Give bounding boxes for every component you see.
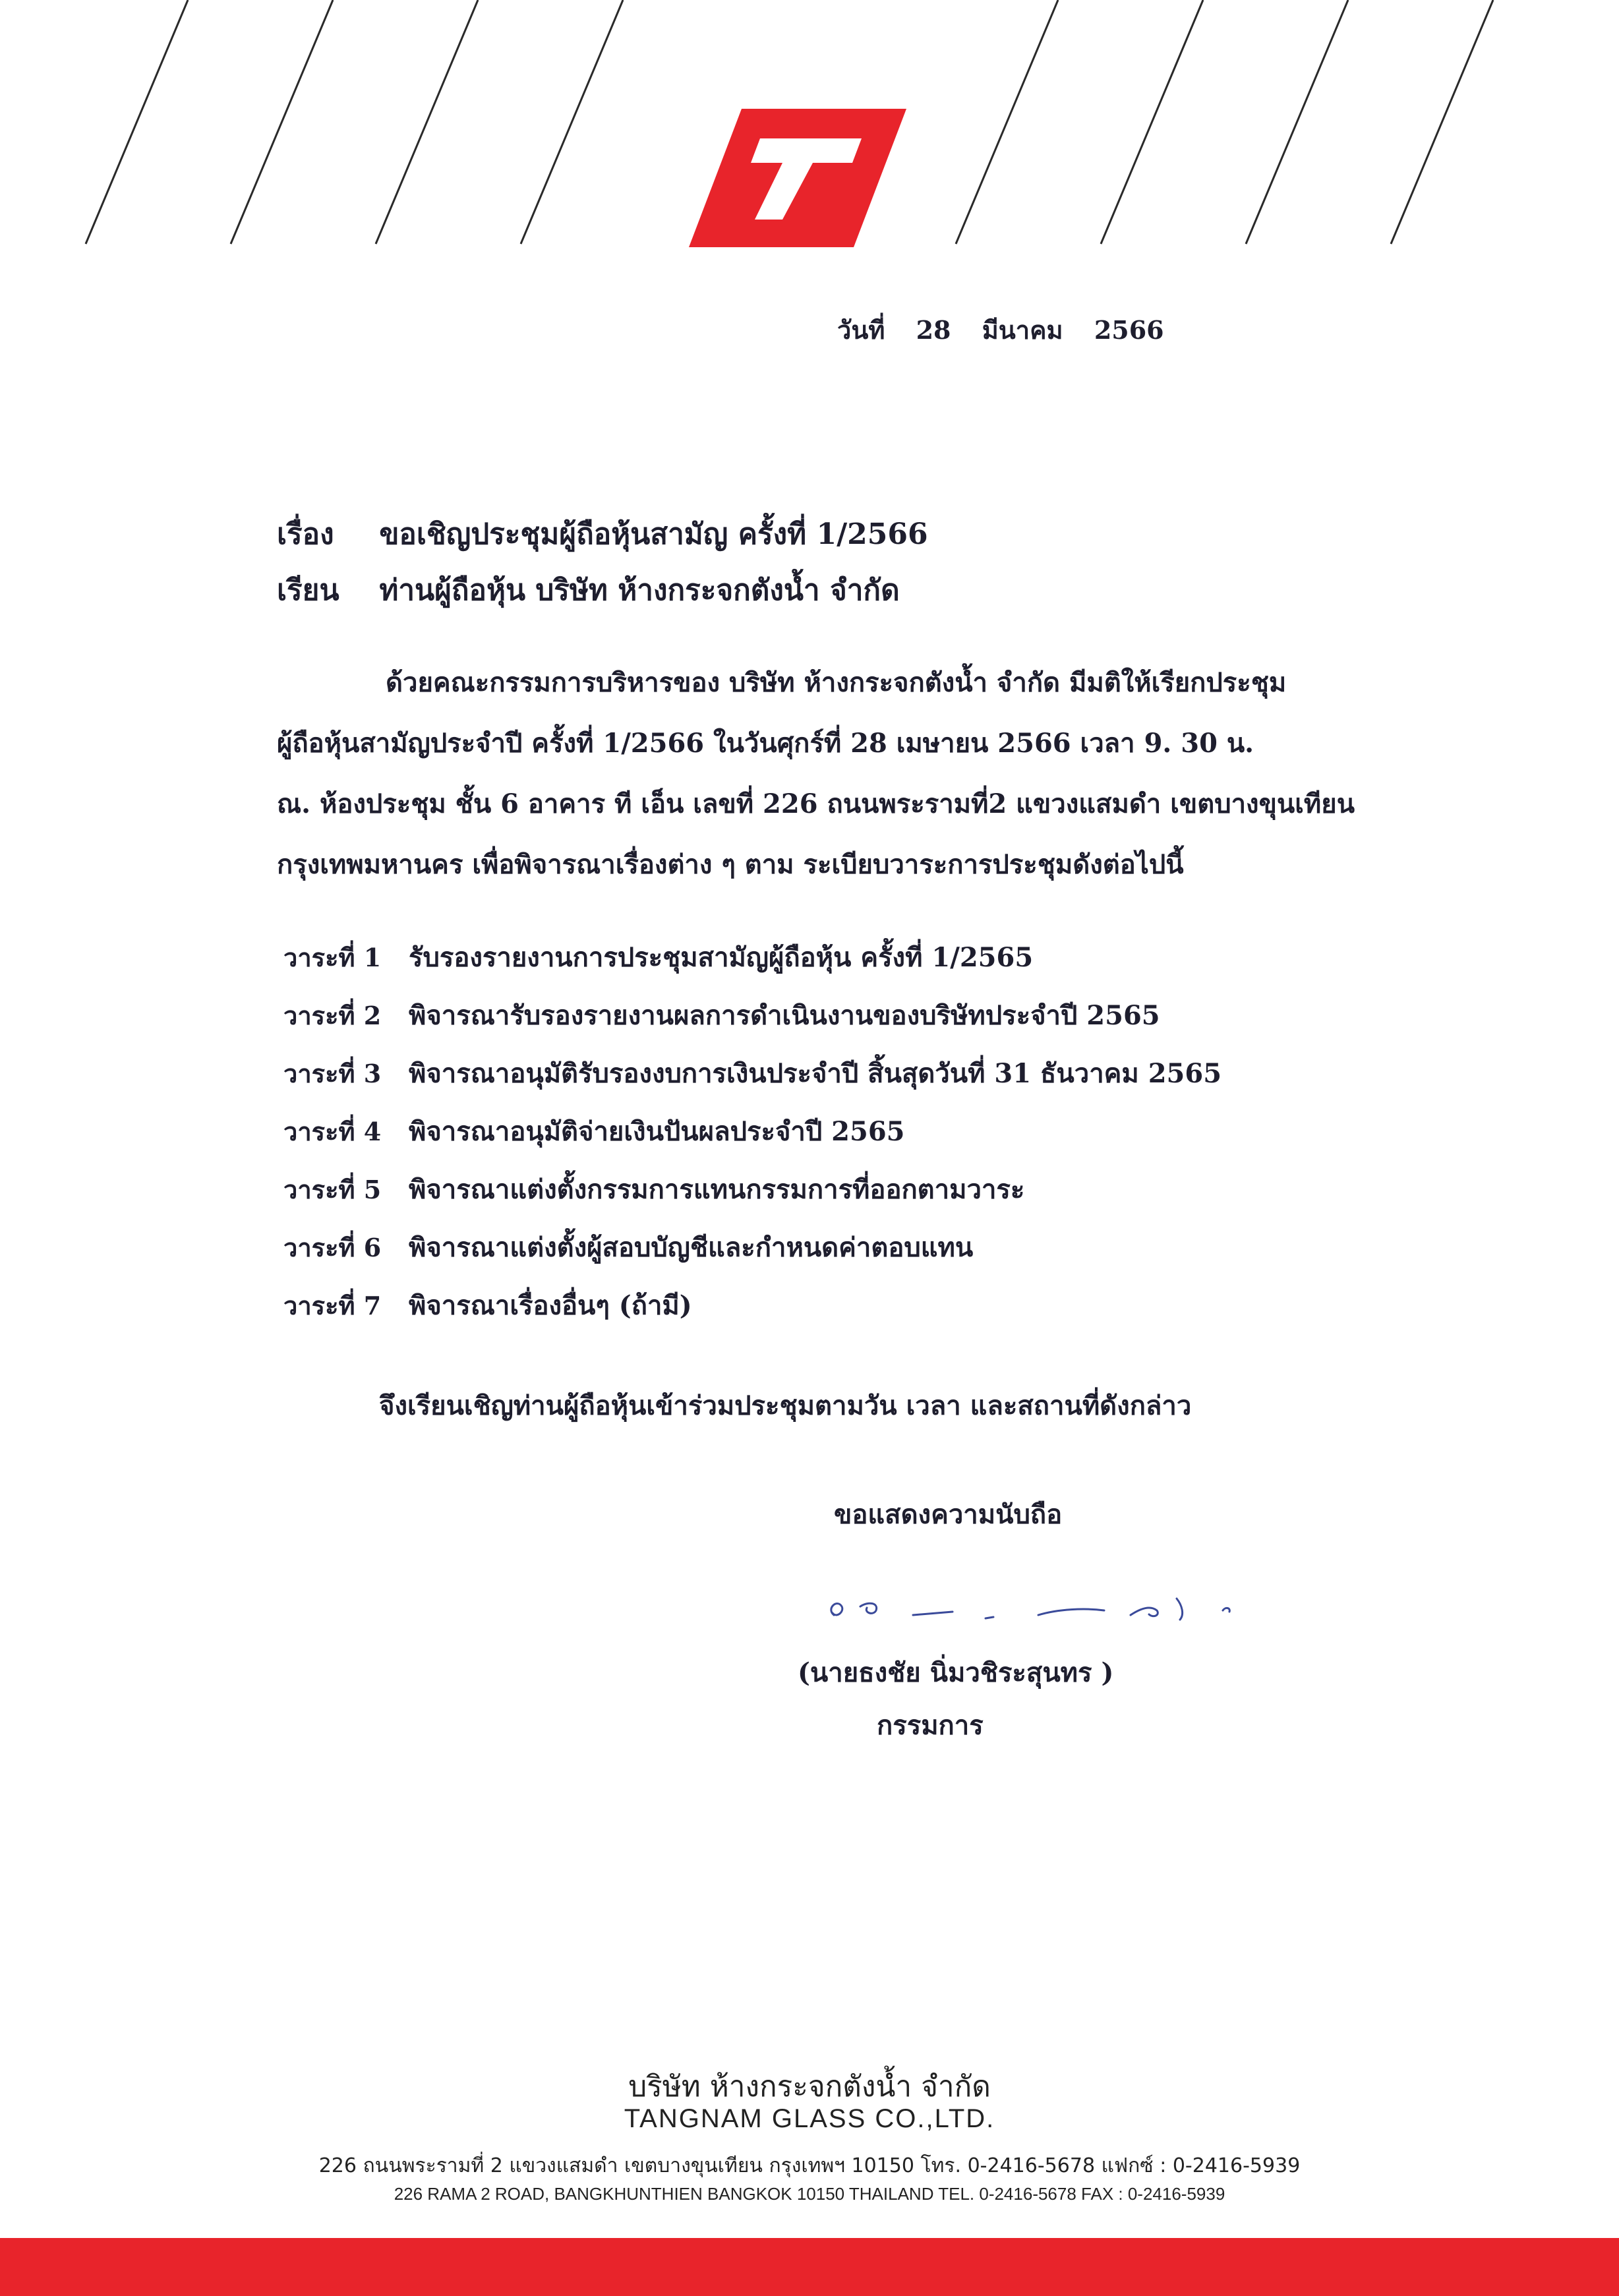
footer-red-band	[0, 2238, 1619, 2296]
recipient-line	[277, 567, 900, 613]
agenda-number: วาระที่ 7	[283, 1291, 382, 1320]
subject-text: ขอเชิญประชุมผู้ถือหุ้นสามัญ ครั้งที่ 1/2566	[379, 517, 928, 551]
agenda-text: พิจารณาเรื่องอื่นๆ (ถ้ามี)	[409, 1290, 692, 1321]
footer-address-english: 226 RAMA 2 ROAD, BANGKHUNTHIEN BANGKOK 10150 THAILAND TEL. 0-2416-5678 FAX : 0-2416-5939	[394, 2184, 1225, 2204]
date-prefix: วันที่	[837, 315, 885, 345]
signatory-name: (นายธงชัย นิ่มวชิระสุนทร )	[798, 1657, 1114, 1688]
footer-company-english: TANGNAM GLASS CO.,LTD.	[624, 2104, 995, 2133]
subject-label: เรื่อง	[277, 517, 334, 551]
agenda-number: วาระที่ 6	[283, 1233, 382, 1262]
agenda-item	[283, 1226, 1222, 1284]
body-paragraph	[277, 653, 1384, 895]
date-year: 2566	[1094, 315, 1164, 345]
handwritten-signature	[821, 1579, 1282, 1632]
agenda-number: วาระที่ 1	[283, 943, 382, 972]
agenda-number: วาระที่ 4	[283, 1117, 382, 1146]
footer-address-thai: 226 ถนนพระรามที่ 2 แขวงแสมดำ เขตบางขุนเทียน กรุงเทพฯ 10150 โทร. 0-2416-5678 แฟกซ์ : 0-2416-5939	[318, 2154, 1301, 2177]
body-line	[277, 653, 1384, 713]
agenda-item	[283, 1052, 1222, 1110]
agenda-number: วาระที่ 5	[283, 1175, 382, 1204]
date-day: 28	[916, 315, 951, 345]
agenda-text: พิจารณาอนุมัติรับรองงบการเงินประจำปี สิ้นสุดวันที่ 31 ธันวาคม 2565	[409, 1058, 1222, 1089]
agenda-item	[283, 1110, 1222, 1168]
closing-regards: ขอแสดงความนับถือ	[834, 1499, 1063, 1530]
company-t-logo-icon	[689, 109, 906, 247]
body-line-text: ด้วยคณะกรรมการบริหารของ บริษัท ห้างกระจกตังน้ำ จำกัด มีมติให้เรียกประชุม	[386, 667, 1287, 698]
footer-company-thai: บริษัท ห้างกระจกตังน้ำ จำกัด	[628, 2070, 991, 2104]
agenda-text: รับรองรายงานการประชุมสามัญผู้ถือหุ้น ครั้งที่ 1/2565	[409, 942, 1034, 973]
letter-date	[837, 310, 1187, 350]
agenda-item	[283, 1168, 1222, 1226]
signatory-title: กรรมการ	[877, 1710, 984, 1741]
agenda-item	[283, 1284, 1222, 1342]
date-month: มีนาคม	[982, 315, 1063, 345]
agenda-list	[283, 936, 1222, 1342]
recipient-text: ท่านผู้ถือหุ้น บริษัท ห้างกระจกตังน้ำ จำกัด	[379, 574, 900, 607]
recipient-label: เรียน	[277, 574, 339, 607]
body-line: กรุงเทพมหานคร เพื่อพิจารณาเรื่องต่าง ๆ ตาม ระเบียบวาระการประชุมดังต่อไปนี้	[277, 849, 1184, 880]
agenda-text: พิจารณาแต่งตั้งผู้สอบบัญชีและกำหนดค่าตอบแทน	[409, 1232, 974, 1263]
agenda-text: พิจารณารับรองรายงานผลการดำเนินงานของบริษัทประจำปี 2565	[409, 1000, 1160, 1031]
agenda-text: พิจารณาอนุมัติจ่ายเงินปันผลประจำปี 2565	[409, 1116, 905, 1147]
agenda-number: วาระที่ 2	[283, 1001, 382, 1030]
agenda-text: พิจารณาแต่งตั้งกรรมการแทนกรรมการที่ออกตามวาระ	[409, 1174, 1025, 1205]
body-line: ณ. ห้องประชุม ชั้น 6 อาคาร ที เอ็น เลขที่ 226 ถนนพระรามที่2 แขวงแสมดำ เขตบางขุนเทียน	[277, 788, 1355, 819]
subject-line	[277, 511, 928, 557]
agenda-number: วาระที่ 3	[283, 1059, 382, 1088]
closing-invitation: จึงเรียนเชิญท่านผู้ถือหุ้นเข้าร่วมประชุมตามวัน เวลา และสถานที่ดังกล่าว	[379, 1390, 1192, 1421]
agenda-item	[283, 936, 1222, 994]
agenda-item	[283, 994, 1222, 1052]
body-line: ผู้ถือหุ้นสามัญประจำปี ครั้งที่ 1/2566 ในวันศุกร์ที่ 28 เมษายน 2566 เวลา 9. 30 น.	[277, 728, 1254, 759]
